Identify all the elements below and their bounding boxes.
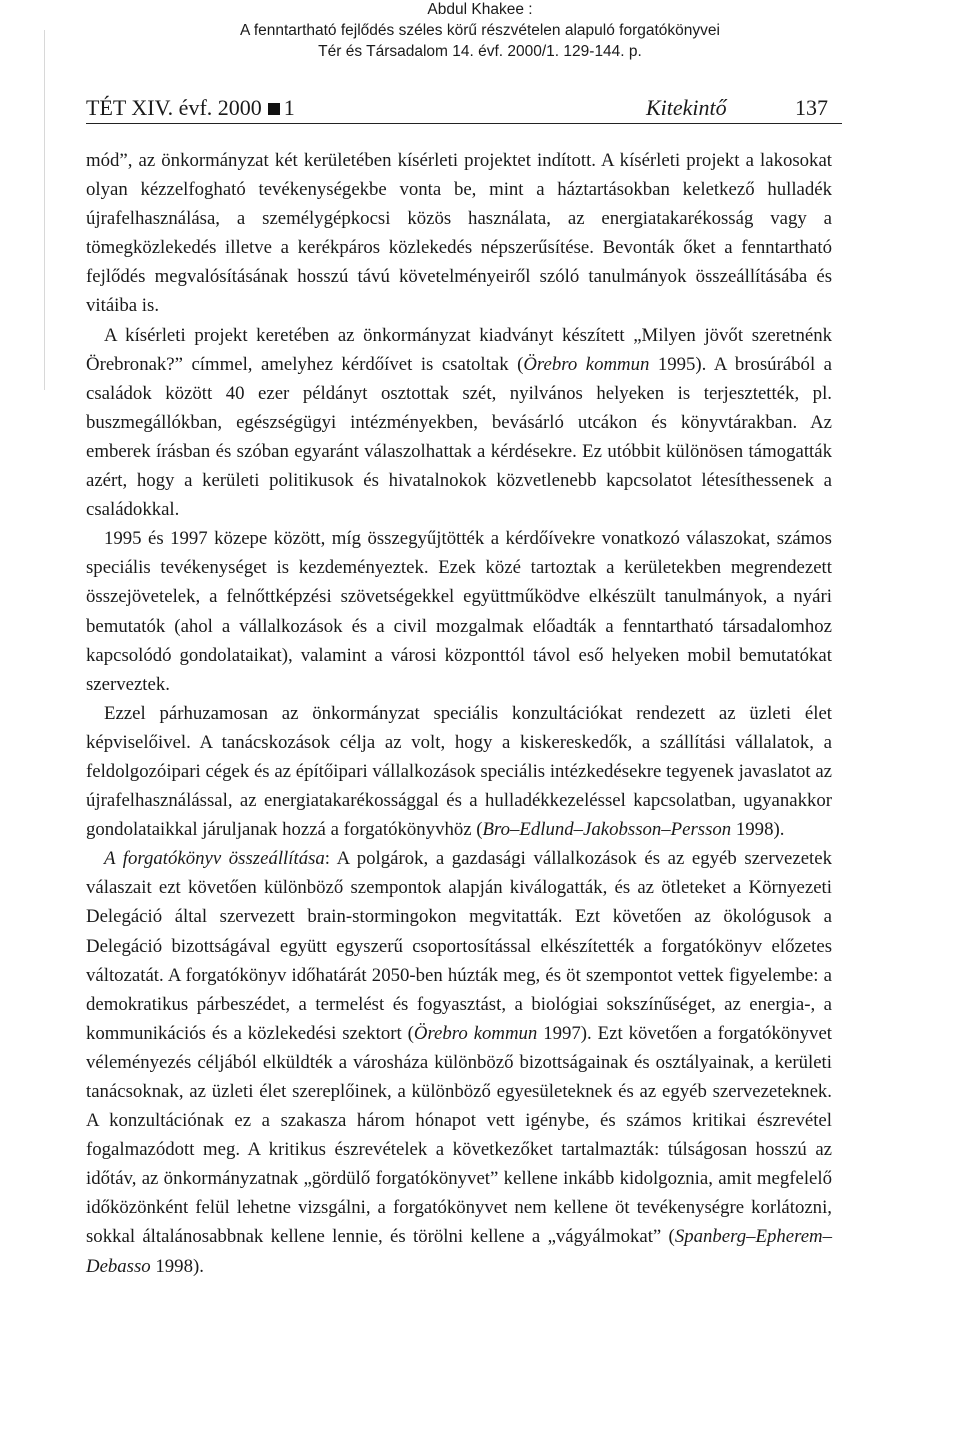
journal-issue (86, 93, 295, 123)
italic-text: Bro–Edlund–Jakobsson–Persson (482, 819, 732, 841)
paragraph-text: 1997). Ezt követően a forgatókönyvet véleményezés céljából elküldték a városháza különböző bizottságainak és osztályainak, a kerületi tanácsoknak, az üzleti élet szereplőinek, a különböző egyesületeknek és az egyéb szervezeteknek. A konzultációnak ez a szakasza három hónapot vett igénybe, és számos kritikai észrevétel fogalmazódott meg. A kritikus észrevételek a következőket tartalmazták: túlságosan hosszú az időtáv, az önkormányzatnak „gördülő forgatókönyvet” kellene inkább kidolgoznia, amit megfelelő időközönként felül lehetne vizsgálni, a forgatókönyvet nem kellene öt tevékenységre korlátozni, sokkal általánosabbnak kellene lennie, és törölni kellene a „vágyálmokat” ( (86, 1022, 832, 1248)
paragraph-text: : A polgárok, a gazdasági vállalkozások és az egyéb szervezetek válaszait ezt követően különböző szempontok alapján kiválogatták, és az ötleteket a Környezeti Delegáció által szervezett brain-stormingokon megvitatták. Ezt követően az ökológusok a Delegáció bizottságával együtt egyszerű csoportosítással elkészítették a forgatókönyv előzetes változatát. A forgatókönyv időhatárát 2050-ben húzták meg, és öt szempontot vettek figyelembe: a demokratikus párbeszédet, a termelést és fogyasztást, a biológiai sokszínűséget, az energia-, a kommunikációs és a közlekedési szektort ( (86, 848, 832, 1044)
section-title: Kitekintő (646, 95, 727, 120)
citation-source: Tér és Társadalom 14. évf. 2000/1. 129-144. p. (318, 43, 642, 60)
paragraph-text: A kísérleti projekt keretében az önkormányzat kiadványt készített „Milyen jövőt szeretnénk Örebronak?” címmel, amelyhez kérdőívet is csatoltak ( (86, 324, 832, 375)
paragraph-text: mód”, az önkormányzat két kerületében kísérleti projektet indított. A kísérleti projekt a lakosokat olyan kézzelfogható tevékenységekbe vonta be, mint a háztartásokban keletkező hulladék újrafelhasználása, a személygépkocsi közös használata, az energiatakarékosság vagy a tömegközlekedés illetve a kerékpáros közlekedés népszerűsítése. Bevonták őket a fenntartható fejlődés megvalósításának hosszú távú követelményeiről szóló tanulmányok összeállításába és vitáiba is. (86, 150, 832, 317)
paragraph-text: Ezzel párhuzamosan az önkormányzat speciális konzultációkat rendezett az üzleti élet képviselőivel. A tanácskozások célja az volt, hogy a kiskereskedők, a szállítási vállalatok, a feldolgozóipari cégek és az építőipari vállalkozások speciális intézkedésekre tegyenek javaslatot az újrafelhasználással, az energiatakarékossággal és a hulladékkezeléssel kapcsolatban, ugyanakkor gondolataikkal járuljanak hozzá a forgatókönyvhöz ( (86, 702, 832, 841)
paragraph-text: 1998). (731, 819, 785, 841)
italic-text: Örebro kommun (523, 353, 650, 375)
paragraph-text: 1998). (150, 1255, 204, 1277)
citation-author: Abdul Khakee : (427, 1, 533, 18)
page-number: 137 (795, 95, 828, 120)
italic-text: Spanberg–Epherem–Debasso (86, 1226, 832, 1277)
running-head (86, 93, 842, 124)
paragraph (86, 524, 832, 699)
paragraph-text: 1995 és 1997 közepe között, míg összegyűjtötték a kérdőívekre vonatkozó válaszokat, számos speciális tevékenységet is kezdeményeztek. Ezek közé tartoztak a kerületekben megrendezett összejövetelek, a felnőttképzési szövetségekkel együttműködve elkészült tanulmányok, a nyári bemutatók (ahol a vállalkozások és a civil mozgalmak előadták a fenntartható társadalomhoz kapcsolódó gondolataikat), valamint a városi központtól távol eső helyeken mobil bemutatókat szerveztek. (86, 528, 832, 695)
scan-margin-line (44, 30, 45, 390)
paragraph (86, 146, 832, 321)
paragraph-text: 1995). A brosúrából a családok között 40 ezer példányt osztottak szét, nyilvános helyeken is terjesztették, pl. buszmegállókban, egészségügyi intézményekben, bevásárló utcákon és könyvtárakban. Az emberek írásban és szóban egyaránt válaszolhattak a kérdésekre. Ez utóbbit különösen támogatták azért, hogy a kerületi politikusok és hivatalnokok közvetlenebb kapcsolatot létesíthessenek a családokkal. (86, 353, 832, 521)
citation-title: A fenntartható fejlődés széles körű részvételen alapuló forgatókönyvei (240, 22, 720, 39)
journal-name: TÉT XIV. évf. 2000 (86, 95, 262, 120)
paragraph (86, 699, 832, 844)
issue-number: 1 (283, 95, 295, 120)
italic-text: Örebro kommun (413, 1022, 538, 1044)
article-body (86, 146, 832, 1281)
paragraph (86, 321, 832, 525)
italic-text: A forgatókönyv összeállítása (104, 848, 325, 870)
square-bullet-icon (268, 103, 280, 115)
paragraph (86, 844, 832, 1280)
